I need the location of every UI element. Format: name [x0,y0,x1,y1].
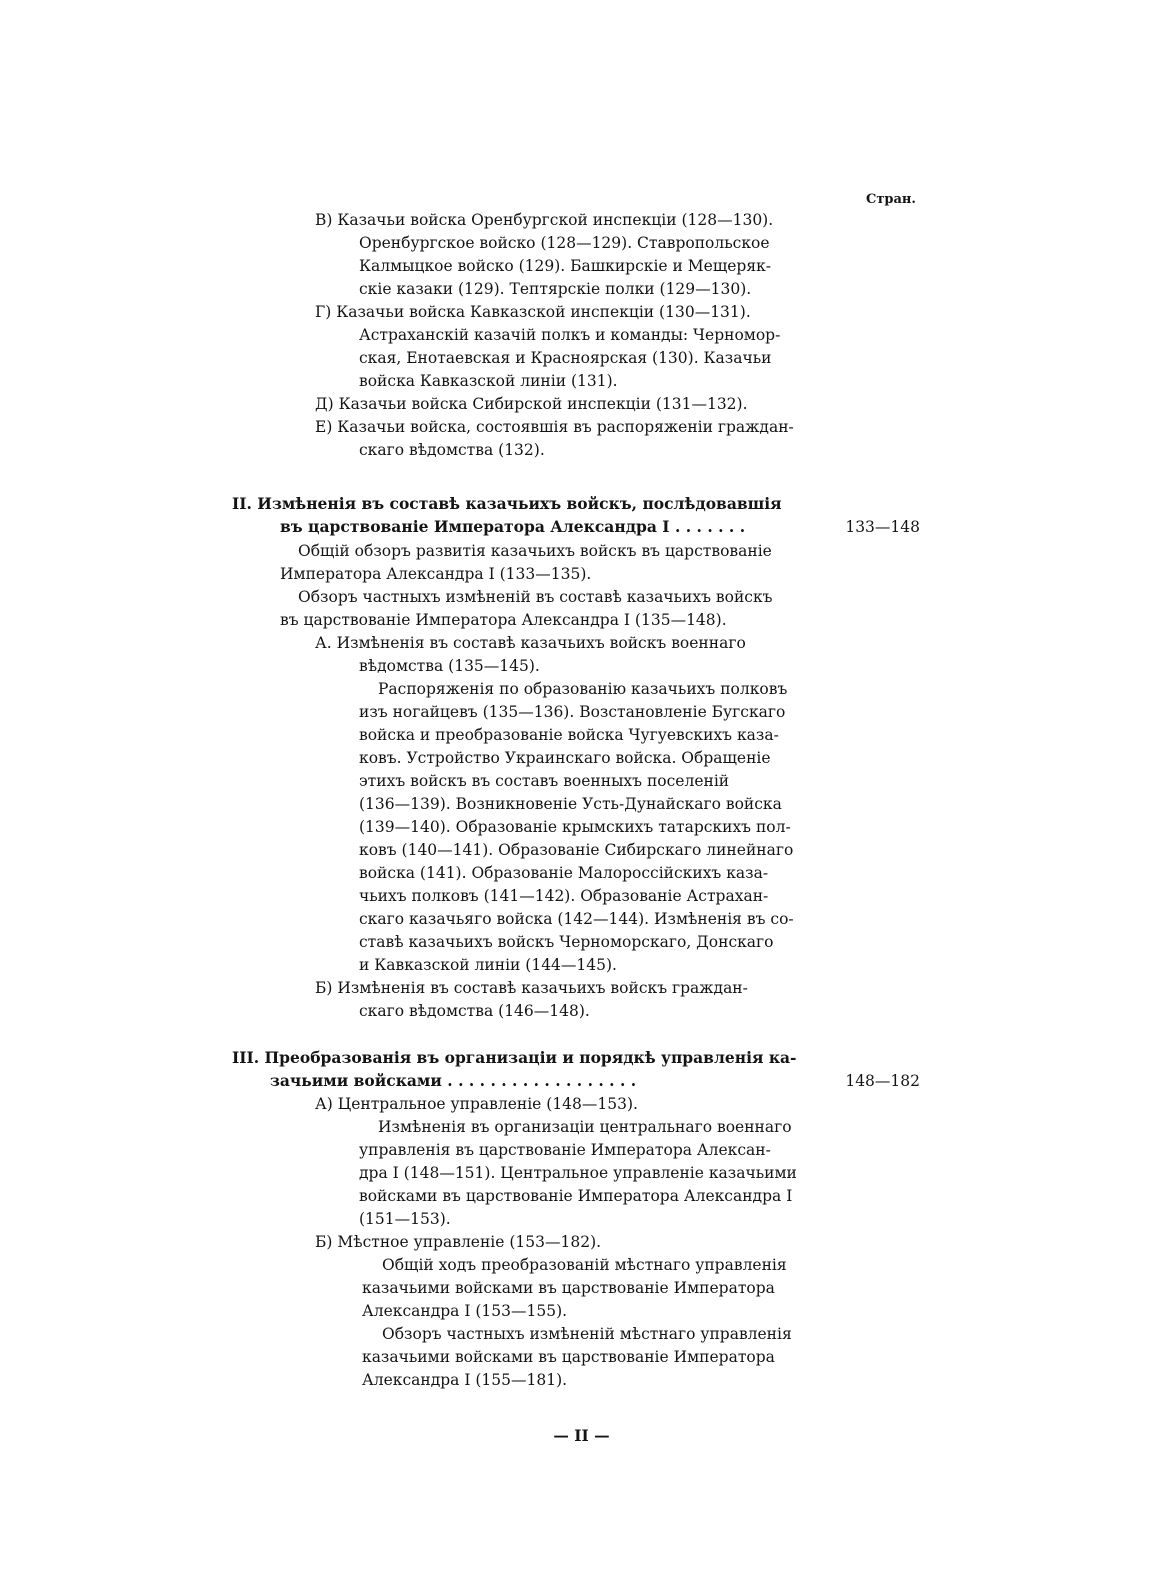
toc-line: войска Кавказской линіи (131). [359,372,618,390]
toc-line: войска и преобразованіе войска Чугуевскихъ каза- [359,726,779,744]
toc-line: казачьими войсками въ царствованіе Императора [362,1279,775,1297]
toc-line: А) Центральное управленіе (148—153). [315,1095,638,1113]
page-number: — II — [553,1426,610,1445]
toc-line: ковъ. Устройство Украинскаго войска. Обращеніе [359,749,771,767]
toc-line: войсками въ царствованіе Императора Александра I [359,1187,793,1205]
section-page-range: 133—148 [845,518,920,536]
toc-line: чьихъ полковъ (141—142). Образованіе Астрахан- [359,887,769,905]
toc-line: Оренбургское войско (128—129). Ставропольское [359,234,770,252]
section-heading: III. Преобразованія въ организаціи и порядкѣ управленія ка- [232,1048,797,1067]
toc-line: (151—153). [359,1210,451,1228]
toc-line: дра I (148—151). Центральное управленіе казачьими [359,1164,797,1182]
toc-line: казачьими войсками въ царствованіе Императора [362,1348,775,1366]
toc-line: ставѣ казачьихъ войскъ Черноморскаго, Донскаго [359,933,774,951]
toc-line: Астраханскій казачій полкъ и команды: Черномор- [359,326,781,344]
toc-line: изъ ногайцевъ (135—136). Возстановленіе Бугскаго [359,703,786,721]
toc-line: В) Казачьи войска Оренбургской инспекціи (128—130). [315,211,774,229]
toc-line: Д) Казачьи войска Сибирской инспекціи (131—132). [315,395,748,413]
toc-line: управленія въ царствованіе Императора Алексан- [359,1141,771,1159]
toc-line: вѣдомства (135—145). [359,657,540,675]
toc-line: (139—140). Образованіе крымскихъ татарскихъ пол- [359,818,791,836]
toc-line: въ царствованіе Императора Александра I (135—148). [280,611,727,629]
toc-line: Г) Казачьи войска Кавказской инспекціи (130—131). [315,303,751,321]
toc-line: Александра I (153—155). [362,1302,568,1320]
toc-line: Измѣненія въ организаціи центральнаго военнаго [378,1118,792,1136]
toc-line: Общій обзоръ развитія казачьихъ войскъ въ царствованіе [298,542,772,560]
toc-line: Обзоръ частныхъ измѣненій въ составѣ казачьихъ войскъ [298,588,773,606]
toc-line: Распоряженія по образованію казачьихъ полковъ [378,680,788,698]
section-heading: въ царствованіе Императора Александра I . . . . . . . [280,517,746,536]
toc-line: скіе казаки (129). Тептярскіе полки (129—130). [359,280,752,298]
toc-line: Обзоръ частныхъ измѣненій мѣстнаго управленія [382,1325,792,1343]
toc-line: Е) Казачьи войска, состоявшія въ распоряженіи граждан- [315,418,794,436]
page-column-header: Стран. [866,192,916,207]
toc-line: Калмыцкое войско (129). Башкирскіе и Мещеряк- [359,257,772,275]
toc-line: Императора Александра I (133—135). [280,565,592,583]
toc-line: и Кавказской линіи (144—145). [359,956,617,974]
section-heading: II. Измѣненія въ составѣ казачьихъ войскъ, послѣдовавшія [232,494,782,513]
toc-line: Б) Измѣненія въ составѣ казачьихъ войскъ граждан- [315,979,748,997]
toc-line: ская, Енотаевская и Красноярская (130). Казачьи [359,349,772,367]
toc-line: А. Измѣненія въ составѣ казачьихъ войскъ военнаго [315,634,746,652]
toc-line: ковъ (140—141). Образованіе Сибирскаго линейнаго [359,841,794,859]
toc-line: Б) Мѣстное управленіе (153—182). [315,1233,602,1251]
section-page-range: 148—182 [845,1072,920,1090]
toc-line: Александра I (155—181). [362,1371,568,1389]
section-heading: зачьими войсками . . . . . . . . . . . . . . . . . . [270,1071,637,1090]
toc-line: Общій ходъ преобразованій мѣстнаго управленія [382,1256,787,1274]
toc-line: этихъ войскъ въ составъ военныхъ поселеній [359,772,730,790]
toc-line: скаго казачьяго войска (142—144). Измѣненія въ со- [359,910,794,928]
toc-line: (136—139). Возникновеніе Усть-Дунайскаго войска [359,795,782,813]
toc-line: скаго вѣдомства (132). [359,441,545,459]
toc-line: скаго вѣдомства (146—148). [359,1002,590,1020]
toc-line: войска (141). Образованіе Малороссійскихъ каза- [359,864,769,882]
